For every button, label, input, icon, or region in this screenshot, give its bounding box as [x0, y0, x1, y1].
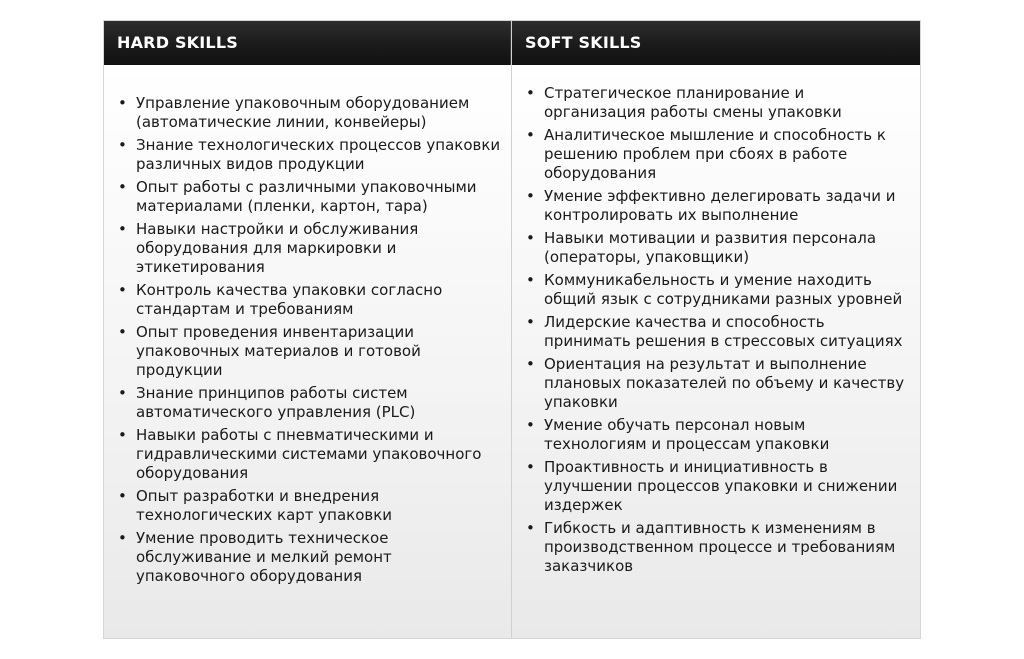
bullet-icon: • [526, 229, 535, 247]
skill-list-item [117, 323, 501, 380]
skill-list-item [117, 281, 501, 319]
bullet-icon: • [118, 323, 127, 341]
skill-text: Умение эффективно делегировать задачи и контролировать их выполнение [544, 187, 896, 224]
bullet-icon: • [526, 84, 535, 102]
bullet-icon: • [526, 271, 535, 289]
bullet-icon: • [118, 281, 127, 299]
skill-list-item [117, 384, 501, 422]
bullet-icon: • [526, 313, 535, 331]
bullet-icon: • [526, 187, 535, 205]
bullet-icon: • [526, 126, 535, 144]
skill-text: Ориентация на результат и выполнение плановых показателей по объему и качеству упаковки [544, 355, 905, 411]
skill-list-item [117, 94, 501, 132]
skills-table [103, 20, 921, 639]
skill-list-item [117, 220, 501, 277]
skill-list-item [525, 519, 910, 576]
bullet-icon: • [526, 416, 535, 434]
skill-list-item [117, 529, 501, 586]
skill-text: Опыт проведения инвентаризации упаковочных материалов и готовой продукции [136, 323, 421, 379]
soft-skills-header: SOFT SKILLS [512, 21, 920, 65]
bullet-icon: • [118, 94, 127, 112]
skill-text: Опыт разработки и внедрения технологических карт упаковки [136, 487, 393, 524]
skill-text: Умение обучать персонал новым технологиям и процессам упаковки [544, 416, 830, 453]
skill-text: Коммуникабельность и умение находить общий язык с сотрудниками разных уровней [544, 271, 903, 308]
skill-text: Управление упаковочным оборудованием (автоматические линии, конвейеры) [136, 94, 470, 131]
skill-list-item [525, 84, 910, 122]
soft-skills-list [512, 84, 920, 576]
skill-text: Навыки настройки и обслуживания оборудования для маркировки и этикетирования [136, 220, 419, 276]
hard-skills-header: HARD SKILLS [104, 21, 511, 65]
skill-text: Знание принципов работы систем автоматического управления (PLC) [136, 384, 416, 421]
bullet-icon: • [118, 178, 127, 196]
hard-skills-body [104, 65, 511, 638]
soft-skills-column [512, 21, 920, 638]
skill-list-item [525, 458, 910, 515]
hard-skills-list [104, 94, 511, 586]
bullet-icon: • [118, 529, 127, 547]
skill-text: Лидерские качества и способность принимать решения в стрессовых ситуациях [544, 313, 903, 350]
skill-text: Опыт работы с различными упаковочными материалами (пленки, картон, тара) [136, 178, 477, 215]
bullet-icon: • [118, 384, 127, 402]
skill-list-item [525, 187, 910, 225]
skill-text: Проактивность и инициативность в улучшении процессов упаковки и снижении издержек [544, 458, 898, 514]
bullet-icon: • [118, 426, 127, 444]
skill-list-item [117, 426, 501, 483]
skill-list-item [117, 136, 501, 174]
skill-text: Контроль качества упаковки согласно стандартам и требованиям [136, 281, 443, 318]
bullet-icon: • [526, 355, 535, 373]
hard-skills-column [104, 21, 512, 638]
skill-text: Навыки мотивации и развития персонала (операторы, упаковщики) [544, 229, 877, 266]
soft-skills-body [512, 65, 920, 638]
skill-text: Знание технологических процессов упаковки различных видов продукции [136, 136, 501, 173]
skill-text: Навыки работы с пневматическими и гидравлическими системами упаковочного оборудования [136, 426, 482, 482]
skill-list-item [525, 355, 910, 412]
skill-text: Стратегическое планирование и организация работы смены упаковки [544, 84, 842, 121]
skill-list-item [525, 271, 910, 309]
skill-list-item [117, 178, 501, 216]
skill-text: Аналитическое мышление и способность к решению проблем при сбоях в работе оборудования [544, 126, 886, 182]
skill-list-item [525, 229, 910, 267]
bullet-icon: • [118, 220, 127, 238]
bullet-icon: • [526, 458, 535, 476]
skill-list-item [117, 487, 501, 525]
skill-list-item [525, 313, 910, 351]
bullet-icon: • [118, 136, 127, 154]
skill-list-item [525, 126, 910, 183]
skill-list-item [525, 416, 910, 454]
skill-text: Умение проводить техническое обслуживание и мелкий ремонт упаковочного оборудования [136, 529, 392, 585]
bullet-icon: • [118, 487, 127, 505]
bullet-icon: • [526, 519, 535, 537]
skill-text: Гибкость и адаптивность к изменениям в производственном процессе и требованиям заказчиков [544, 519, 896, 575]
